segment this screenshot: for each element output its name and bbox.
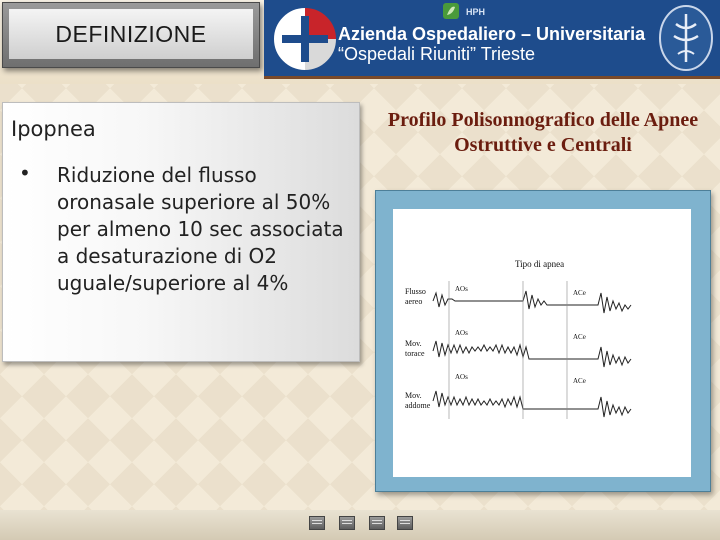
polysomnography-figure	[375, 190, 711, 492]
row-label-abdomen: Mov. addome	[405, 391, 431, 410]
figure-heading: Profilo Polisonnografico delle Apnee Ostruttive e Centrali	[387, 109, 699, 156]
next-slide-button[interactable]	[369, 516, 385, 530]
row-tag-central: ACe	[573, 289, 586, 297]
definition-text: Riduzione del flusso oronasale superiore al 50% per almeno 10 sec associata a desaturazione di O2 uguale/superiore al 4%	[57, 163, 344, 295]
slide-title: DEFINIZIONE	[55, 20, 207, 47]
row-label-airflow: Flusso aereo	[405, 287, 426, 306]
row-tag-central: ACe	[573, 333, 586, 341]
banner-institution-subtitle: “Ospedali Riuniti” Trieste	[338, 44, 536, 64]
footer-bar	[0, 510, 720, 540]
trace-airflow	[433, 291, 631, 313]
row-label-thorax: Mov. torace	[405, 339, 425, 358]
hospital-banner	[264, 0, 720, 79]
hph-label: HPH	[466, 7, 486, 17]
row-tag-obstructive: AOs	[455, 373, 468, 381]
figure-title: Tipo di apnea	[515, 259, 565, 269]
signal-traces	[393, 209, 691, 477]
previous-slide-button[interactable]	[339, 516, 355, 530]
slide-title-box	[2, 2, 260, 68]
definition-heading: Ipopnea	[11, 117, 96, 141]
university-emblem-icon	[656, 2, 716, 72]
figure-canvas	[393, 209, 691, 477]
slide-title-inner	[9, 9, 253, 59]
row-tag-obstructive: AOs	[455, 329, 468, 337]
hospital-logo-icon	[270, 4, 340, 74]
hph-leaf-icon	[442, 2, 460, 20]
trace-abdomen	[433, 391, 631, 417]
trace-thorax	[433, 341, 631, 367]
last-slide-button[interactable]	[397, 516, 413, 530]
bullet-marker: •	[19, 161, 31, 185]
row-tag-central: ACe	[573, 377, 586, 385]
row-tag-obstructive: AOs	[455, 285, 468, 293]
banner-institution-name: Azienda Ospedaliero – Universitaria	[338, 24, 646, 44]
first-slide-button[interactable]	[309, 516, 325, 530]
definition-panel	[2, 102, 360, 362]
